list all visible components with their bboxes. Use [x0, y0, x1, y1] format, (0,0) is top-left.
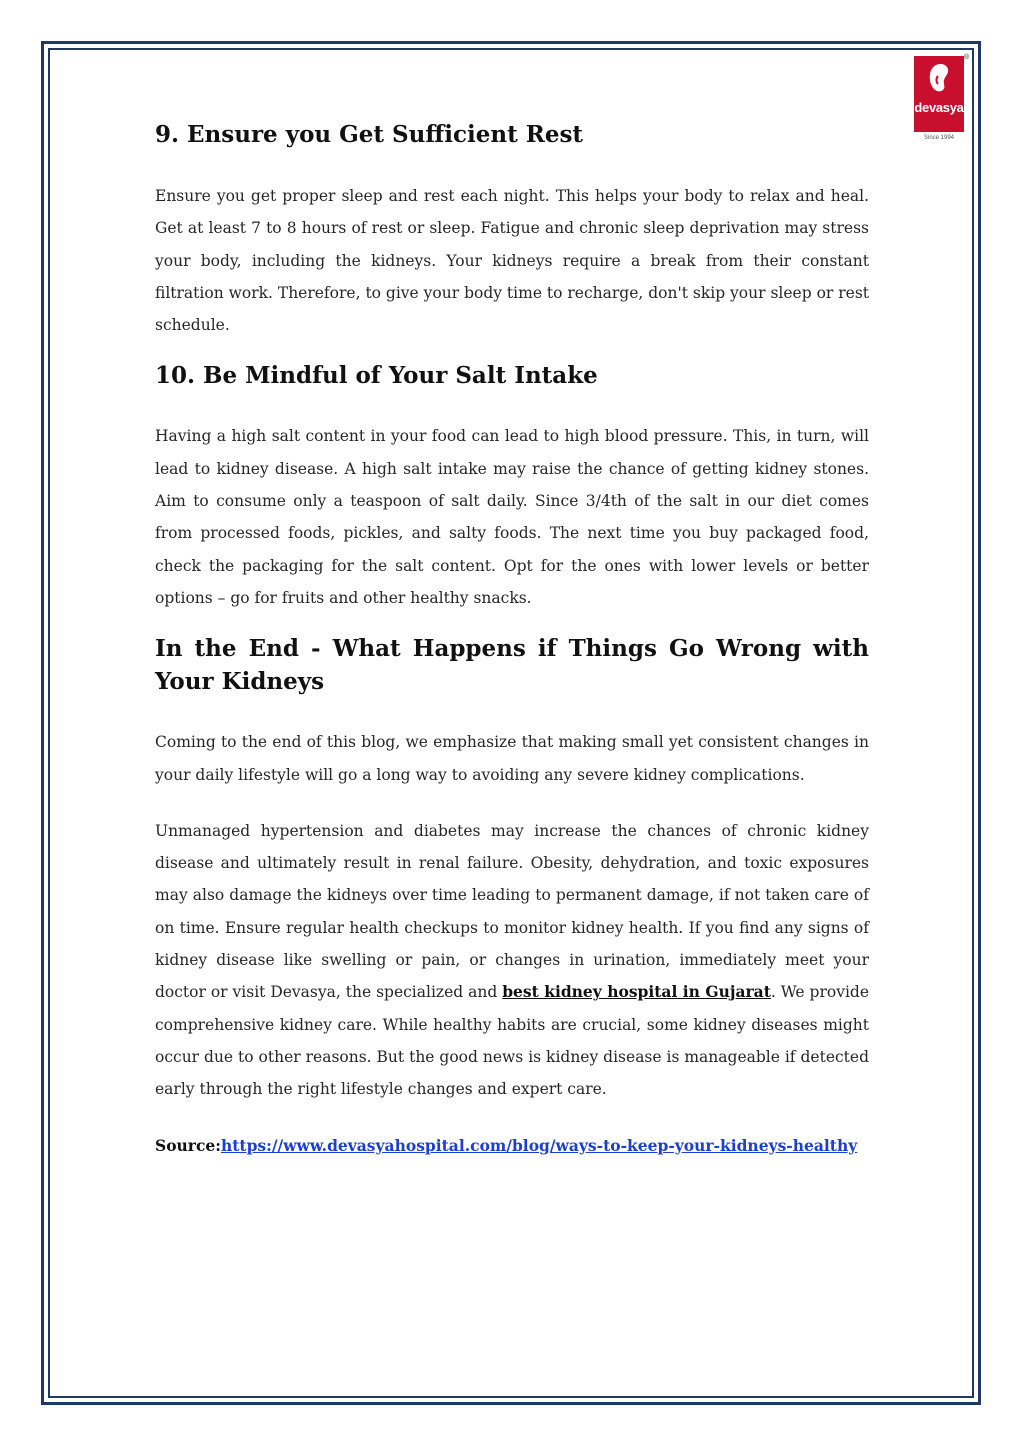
paragraph-kidney-risks-before: Unmanaged hypertension and diabetes may increase the chances of chronic kidney disease and ultimately result in renal failure. Obesity, dehydration, and toxic exposures may also damage the kidneys over time leading to permanent damage, if not taken care of on time. Ensure regular health checkups to monitor kidney health. If you find any signs of kidney disease like swelling or pain, or changes in urination, immediately meet your doctor or visit Devasya, the specialized and — [155, 821, 869, 1002]
paragraph-kidney-risks — [155, 815, 869, 1106]
document-body — [155, 118, 869, 1162]
paragraph-kidney-risks-after: . We provide comprehensive kidney care. While healthy habits are crucial, some kidney diseases might occur due to other reasons. But the good news is kidney disease is manageable if detected early through the right lifestyle changes and expert care. — [155, 983, 869, 1099]
heading-salt-intake: 10. Be Mindful of Your Salt Intake — [155, 362, 598, 390]
source-url-link[interactable]: https://www.devasyahospital.com/blog/ways-to-keep-your-kidneys-healthy — [221, 1135, 858, 1155]
kidney-icon — [914, 56, 964, 104]
logo-brand-text: devasya — [914, 100, 964, 115]
logo-since-text: Since 1994 — [923, 135, 955, 141]
devasya-logo — [914, 56, 964, 146]
paragraph-salt-intake: Having a high salt content in your food can lead to high blood pressure. This, in turn, will lead to kidney disease. A high salt intake may raise the chance of getting kidney stones. Aim to consume only a teaspoon of salt daily. Since 3/4th of the salt in our diet comes from processed foods, pickles, and salty foods. The next time you buy packaged food, check the packaging for the salt content. Opt for the ones with lower levels or better options – go for fruits and other healthy snacks. — [155, 427, 869, 607]
paragraph-conclusion: Coming to the end of this blog, we emphasize that making small yet consistent changes in your daily lifestyle will go a long way to avoiding any severe kidney complications. — [155, 733, 869, 784]
heading-in-the-end: In the End - What Happens if Things Go Wrong with Your Kidneys — [155, 635, 869, 696]
logo-badge — [914, 56, 964, 132]
registered-mark: ® — [964, 54, 970, 61]
paragraph-sufficient-rest: Ensure you get proper sleep and rest each night. This helps your body to relax and heal. Get at least 7 to 8 hours of rest or sleep. Fatigue and chronic sleep deprivation may stress your body, including the kidneys. Your kidneys require a break from their constant filtration work. Therefore, to give your body time to recharge, don't skip your sleep or rest schedule. — [155, 187, 869, 335]
heading-sufficient-rest: 9. Ensure you Get Sufficient Rest — [155, 121, 584, 148]
source-label: Source: — [155, 1135, 221, 1155]
best-kidney-hospital-link[interactable]: best kidney hospital in Gujarat — [502, 982, 771, 1002]
source-line — [155, 1130, 869, 1162]
